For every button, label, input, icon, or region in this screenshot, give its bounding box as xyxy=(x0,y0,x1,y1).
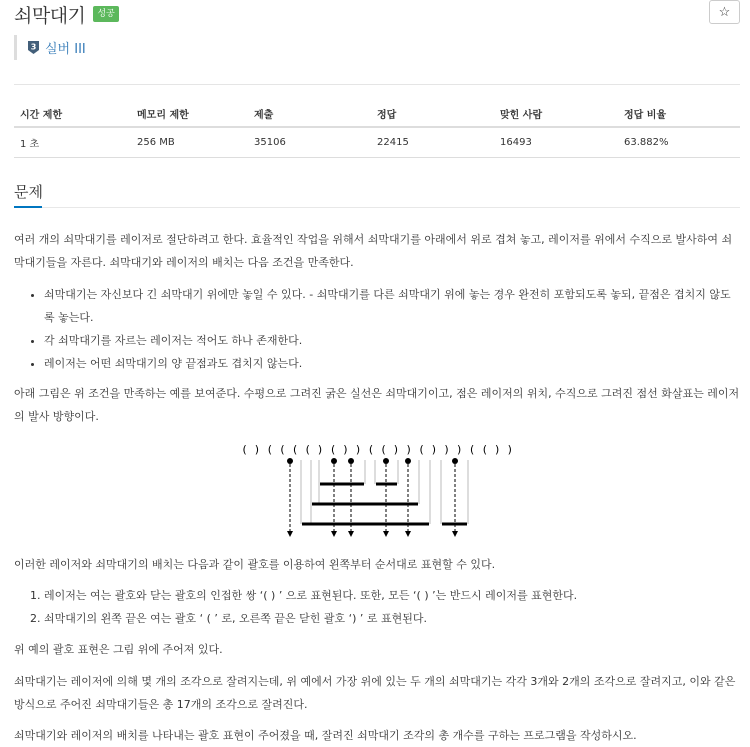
section-underline xyxy=(14,206,42,208)
problem-paragraph-2: 아래 그림은 위 조건을 만족하는 예를 보여준다. 수평으로 그려진 굵은 실선은 쇠막대기이고, 점은 레이저의 위치, 수직으로 그려진 점선 화살표는 레이저의 발사 방향이다. xyxy=(14,387,740,423)
list-item: • 쇠막대기는 자신보다 긴 쇠막대기 위에만 놓일 수 있다. - 쇠막대기를 다른 쇠막대기 위에 놓는 경우 완전히 포함되도록 놓되, 끝점은 겹치지 않도록 놓는다. xyxy=(44,283,740,329)
tier-number: 3 xyxy=(30,42,37,52)
value-solvers: 16493 xyxy=(494,127,618,157)
value-memory-limit: 256 MB xyxy=(131,127,248,157)
header-ratio: 정답 비율 xyxy=(618,101,740,127)
problem-paragraph-3: 이러한 레이저와 쇠막대기의 배치는 다음과 같이 괄호를 이용하여 왼쪽부터 순서대로 표현할 수 있다. xyxy=(14,558,496,571)
list-item: • 레이저는 어떤 쇠막대기의 양 끝점과도 겹치지 않는다. xyxy=(44,352,740,375)
list-item: • 각 쇠막대기를 자르는 레이저는 적어도 하나 존재한다. xyxy=(44,329,740,352)
header-memory-limit: 메모리 제한 xyxy=(131,101,248,127)
value-submissions: 35106 xyxy=(248,127,371,157)
header-submissions: 제출 xyxy=(248,101,371,127)
rules-list xyxy=(14,584,740,630)
list-item: 1. 레이저는 여는 괄호와 닫는 괄호의 인접한 쌍 ‘( ) ’ 으로 표현된다. 또한, 모든 ‘( ) ’는 반드시 레이저를 표현한다. xyxy=(44,584,740,607)
list-item: 2. 쇠막대기의 왼쪽 끝은 여는 괄호 ‘ ( ’ 로, 오른쪽 끝은 닫힌 괄호 ‘) ’ 로 표현된다. xyxy=(44,607,740,630)
section-heading-problem: 문제 xyxy=(14,183,43,201)
problem-paragraph-1: 여러 개의 쇠막대기를 레이저로 절단하려고 한다. 효율적인 작업을 위해서 쇠막대기를 아래에서 위로 겹쳐 놓고, 레이저를 위에서 수직으로 발사하여 쇠막대기들을 자른다. 쇠막대기와 레이저의 배치는 다음 조건을 만족한다. xyxy=(14,233,733,269)
header-accepted: 정답 xyxy=(371,101,494,127)
conditions-list xyxy=(14,283,740,375)
status-badge: 성공 xyxy=(93,6,118,22)
problem-paragraph-6: 쇠막대기와 레이저의 배치를 나타내는 괄호 표현이 주어졌을 때, 잘려진 쇠막대기 조각의 총 개수를 구하는 프로그램을 작성하시오. xyxy=(14,729,637,742)
star-icon: ☆ xyxy=(718,4,731,19)
bookmark-button[interactable] xyxy=(709,0,740,24)
iron-bar-laser-figure xyxy=(241,434,513,544)
title-row xyxy=(14,2,119,26)
tier-link[interactable]: 실버 III xyxy=(45,42,86,57)
bracket-sequence: ( ) ( ( ( ( ) ( ) ) ( ( ) ) ( ) ) ) ( ( ) ) xyxy=(241,443,513,456)
tier-row xyxy=(14,35,86,60)
page-title: 쇠막대기 xyxy=(14,4,86,27)
header-time-limit: 시간 제한 xyxy=(14,101,131,127)
table-header-row xyxy=(14,101,740,127)
table-row xyxy=(14,127,740,157)
value-ratio: 63.882% xyxy=(618,127,740,157)
problem-paragraph-5: 쇠막대기는 레이저에 의해 몇 개의 조각으로 잘려지는데, 위 예에서 가장 위에 있는 두 개의 쇠막대기는 각각 3개와 2개의 조각으로 잘려지고, 이와 같은 방식으로 주어진 쇠막대기들은 총 17개의 조각으로 잘려진다. xyxy=(14,675,736,711)
problem-paragraph-4: 위 예의 괄호 표현은 그림 위에 주어져 있다. xyxy=(14,643,223,656)
silver-3-icon xyxy=(27,40,40,55)
value-time-limit: 1 초 xyxy=(14,127,131,157)
value-accepted: 22415 xyxy=(371,127,494,157)
header-solvers: 맞힌 사람 xyxy=(494,101,618,127)
iron-bars xyxy=(302,484,467,524)
guide-lines xyxy=(301,460,468,524)
problem-info-table xyxy=(14,101,740,158)
section-divider xyxy=(42,207,740,208)
divider xyxy=(14,84,740,85)
